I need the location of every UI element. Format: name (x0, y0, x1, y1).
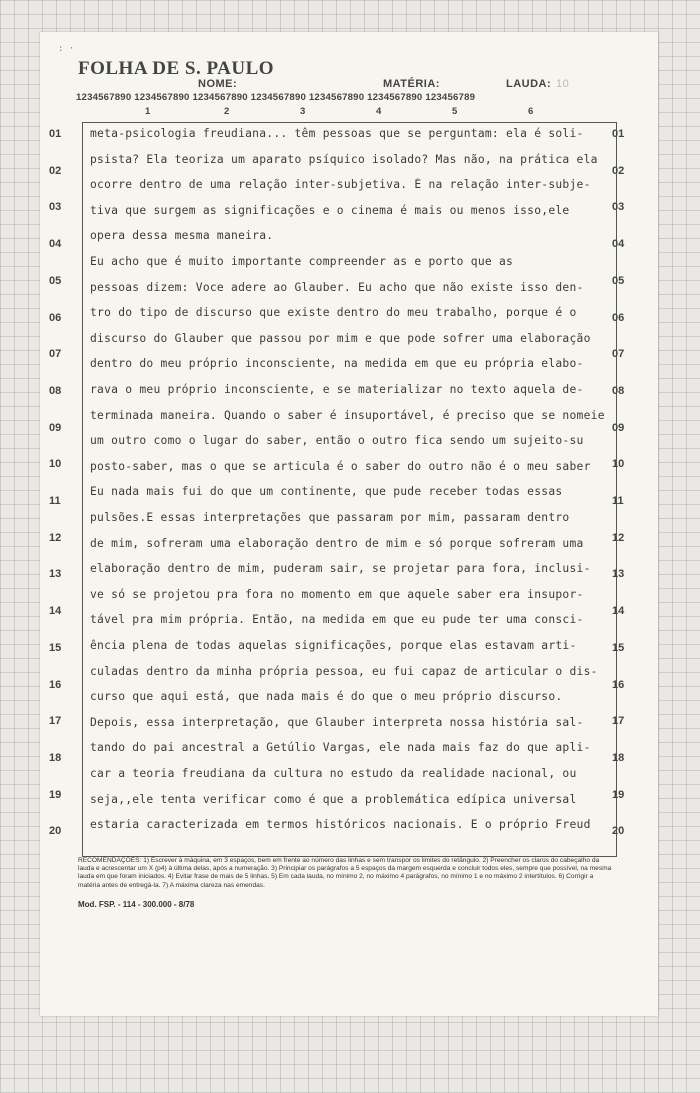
line-number-left-05: 05 (49, 274, 62, 287)
typed-line: curso que aqui está, que nada mais é do que o meu próprio discurso. (90, 690, 563, 704)
typed-line: psista? Ela teoriza um aparato psíquico isolado? Mas não, na prática ela (90, 152, 598, 166)
line-number-right-04: 04 (612, 238, 625, 251)
line-number-right-11: 11 (612, 495, 624, 507)
lauda-label: LAUDA: (506, 78, 552, 90)
typed-line: seja,,ele tenta verificar como é que a problemática edípica universal (90, 792, 577, 806)
typed-line: ência plena de todas aquelas significações, porque elas estavam arti- (90, 639, 577, 652)
typed-line: um outro como o lugar do saber, então o outro fica sendo um sujeito-su (90, 434, 584, 448)
line-numbers-right (612, 122, 640, 855)
materia-label: MATÉRIA: (383, 78, 440, 90)
typed-line: estaria caracterizada em termos históricos nacionais. E o próprio Freud (90, 818, 591, 832)
line-number-left-02: 02 (49, 164, 62, 177)
binder-hole-mark: : · (58, 44, 75, 54)
typed-line: tiva que surgem as significações e o cinema é mais ou menos isso,ele (90, 203, 570, 217)
line-number-left-12: 12 (49, 531, 62, 544)
typed-line: ocorre dentro de uma relação inter-subjetiva. É na relação inter-subje- (90, 178, 591, 192)
typed-line: meta-psicologia freudiana... têm pessoas que se perguntam: ela é soli- (90, 127, 584, 140)
typed-line: culadas dentro da minha própria pessoa, eu fui capaz de articular o dis- (90, 664, 598, 678)
line-number-right-19: 19 (612, 788, 625, 801)
line-number-right-09: 09 (612, 421, 625, 434)
typed-line: dentro do meu próprio inconsciente, na medida em que eu própria elabo- (90, 357, 584, 371)
line-number-left-03: 03 (49, 201, 62, 214)
line-number-left-06: 06 (49, 311, 62, 324)
line-number-left-10: 10 (49, 458, 62, 471)
line-number-right-17: 17 (612, 715, 625, 728)
line-number-left-16: 16 (49, 678, 62, 691)
typed-line: tável pra mim própria. Então, na medida em que eu pude ter uma consci- (90, 613, 584, 627)
typed-line: Eu nada mais fui do que um continente, que pude receber todas essas (90, 485, 563, 499)
line-number-right-13: 13 (612, 568, 625, 581)
typed-line: Eu acho que é muito importante compreender as e porto que as (90, 255, 514, 268)
ruler-major-1: 1 (145, 106, 151, 117)
line-number-left-13: 13 (49, 568, 62, 581)
line-number-left-15: 15 (49, 641, 62, 654)
line-number-right-07: 07 (612, 348, 625, 361)
typed-line: de mim, sofreram uma elaboração dentro de mim e só porque sofreram uma (90, 536, 584, 550)
ruler-major-2: 2 (224, 106, 230, 117)
masthead: FOLHA DE S. PAULO (78, 58, 275, 79)
line-number-left-20: 20 (49, 825, 62, 838)
typed-line: pessoas dizem: Voce adere ao Glauber. Eu acho que não existe isso den- (90, 280, 584, 294)
text-rectangle (82, 122, 617, 857)
line-numbers-left (49, 122, 77, 855)
line-number-right-18: 18 (612, 751, 625, 764)
typed-line: tando do pai ancestral a Getúlio Vargas, ele nada mais faz do que apli- (90, 741, 591, 755)
ruler-major-4: 4 (376, 106, 382, 117)
typed-line: ve só se projetou pra fora no momento em que aquele saber era insupor- (90, 587, 584, 601)
line-number-right-16: 16 (612, 678, 625, 691)
ruler-major-3: 3 (300, 106, 306, 117)
line-number-left-04: 04 (49, 238, 62, 251)
ruler-major-ticks (76, 106, 636, 118)
line-number-right-05: 05 (612, 274, 625, 287)
nome-label: NOME: (198, 78, 238, 90)
typed-line: tro do tipo de discurso que existe dentro do meu trabalho, porque é o (90, 306, 577, 320)
line-number-left-07: 07 (49, 348, 62, 361)
line-number-left-11: 11 (49, 495, 61, 507)
line-number-right-14: 14 (612, 605, 625, 618)
form-model-number: Mod. FSP. - 114 - 300.000 - 8/78 (78, 900, 195, 909)
ruler-major-5: 5 (452, 106, 458, 117)
line-number-right-03: 03 (612, 201, 625, 214)
line-number-right-15: 15 (612, 641, 625, 654)
line-number-right-06: 06 (612, 311, 625, 324)
typed-line: posto-saber, mas o que se articula é o saber do outro não é o meu saber (90, 459, 591, 473)
typed-line: discurso do Glauber que passou por mim e que pode sofrer uma elaboração (90, 331, 591, 345)
typed-line: elaboração dentro de mim, puderam sair, se projetar para fora, inclusi- (90, 562, 591, 576)
line-number-left-01: 01 (49, 128, 62, 140)
typed-line: terminada maneira. Quando o saber é insuportável, é preciso que se nomeie (90, 408, 605, 422)
typed-line: opera dessa mesma maneira. (90, 229, 274, 243)
character-ruler: 1234567890 1234567890 1234567890 1234567890 1234567890 1234567890 123456789 (76, 92, 476, 103)
line-number-right-08: 08 (612, 384, 625, 397)
line-number-left-08: 08 (49, 384, 62, 397)
typed-line: pulsões.E essas interpretações que passaram por mim, passaram dentro (90, 511, 570, 524)
line-number-right-10: 10 (612, 458, 625, 471)
line-number-left-18: 18 (49, 751, 62, 764)
lauda-number: 10 (556, 78, 570, 90)
typed-line: car a teoria freudiana da cultura no estudo da realidade nacional, ou (90, 767, 577, 780)
recommendations-footer: RECOMENDAÇÕES: 1) Escrever à máquina, em 3 espaços, bem em frente ao número das linhas e sem transpor os limites do retângulo. 2) Preencher os claros do cabeçalho da lauda e acrescentar um X (p4) à última delas, após a numeração. 3) Principiar os parágrafos a 5 espaços da margem esquerda e concluir todos eles, sempre que possível, na mesma lauda em que foram iniciados. 4) Evitar frase de mais de 5 linhas. 5) Em cada lauda, no mínimo 2, no máximo 4 parágrafos, no mínimo 1 e no máximo 2 intertítulos. 6) Corrigir a matéria antes de entregá-la. 7) A máxima clareza nas emendas. (78, 857, 612, 889)
line-number-left-17: 17 (49, 715, 62, 728)
typewriter-sheet (40, 32, 658, 1016)
line-number-left-19: 19 (49, 788, 62, 801)
line-number-right-20: 20 (612, 825, 625, 838)
line-number-right-01: 01 (612, 128, 625, 140)
line-number-right-02: 02 (612, 164, 625, 177)
line-number-left-09: 09 (49, 421, 62, 434)
line-number-right-12: 12 (612, 531, 625, 544)
line-number-left-14: 14 (49, 605, 62, 618)
typed-line: rava o meu próprio inconsciente, e se materializar no texto aquela de- (90, 383, 584, 396)
ruler-major-6: 6 (528, 106, 534, 117)
typed-line: Depois, essa interpretação, que Glauber interpreta nossa história sal- (90, 715, 584, 729)
